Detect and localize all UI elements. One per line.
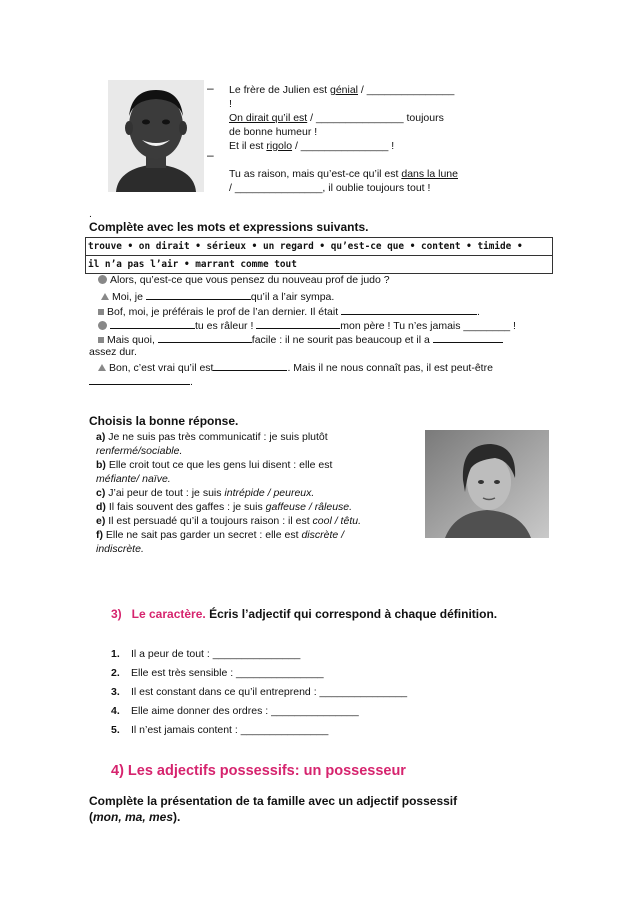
vocab-row: trouve • on dirait • sérieux • un regard • qu’est-ce que • content • timide • [88, 241, 523, 252]
answer-blank[interactable] [158, 332, 252, 343]
dialogue-line: On dirait qu’il est / _______________ toujours [229, 112, 444, 124]
choice-options[interactable]: indiscrète. [96, 543, 144, 555]
dialogue-line: ! [229, 98, 232, 110]
answer-blank[interactable] [341, 304, 477, 315]
square-bullet-icon [98, 337, 104, 343]
section4-instruction: Complète la présentation de ta famille avec un adjectif possessif [89, 794, 458, 808]
triangle-bullet-icon [101, 293, 109, 300]
choice-item: a) Je ne suis pas très communicatif : je suis plutôt [96, 431, 328, 443]
choice-options[interactable]: gaffeuse / râleuse. [265, 501, 353, 513]
answer-blank[interactable] [256, 318, 340, 329]
dialogue-dash: – [207, 148, 214, 162]
choice-item: c) J’ai peur de tout : je suis intrépide / peureux. [96, 487, 315, 499]
choice-options[interactable]: cool / têtu. [312, 515, 361, 527]
stray-dot: . [89, 208, 92, 220]
dialogue-item: Bof, moi, je préférais le prof de l’an dernier. Il était . [98, 304, 480, 319]
definition-item: 1. Il a peur de tout : _______________ [111, 648, 301, 660]
definition-item: 5. Il n’est jamais content : _______________ [111, 724, 329, 736]
teen-photo [425, 430, 549, 538]
answer-blank[interactable] [213, 360, 287, 371]
answer-blank[interactable] [89, 374, 190, 385]
dialogue-line: Le frère de Julien est génial / _______________ [229, 84, 455, 96]
definition-item: 2. Elle est très sensible : _______________ [111, 667, 324, 679]
dialogue-dash: – [207, 81, 214, 95]
choice-item: b) Elle croit tout ce que les gens lui disent : elle est [96, 459, 333, 471]
dialogue-item: Moi, je qu’il a l’air sympa. [101, 289, 334, 304]
dialogue-item: assez dur. [89, 346, 137, 358]
dialogue-line: de bonne humeur ! [229, 126, 318, 138]
definition-item: 4. Elle aime donner des ordres : _______________ [111, 705, 359, 717]
choice-options[interactable]: renfermé/sociable. [96, 445, 183, 457]
answer-blank[interactable] [146, 289, 251, 300]
vocab-row: il n’a pas l’air • marrant comme tout [86, 255, 552, 273]
circle-bullet-icon [98, 275, 107, 284]
section4-instruction: (mon, ma, mes). [89, 810, 181, 824]
dialogue-item: tu es râleur ! mon père ! Tu n’es jamais ________ ! [98, 318, 516, 333]
boy-photo [108, 80, 204, 192]
square-bullet-icon [98, 309, 104, 315]
choice-options[interactable]: discrète / [301, 529, 345, 541]
choice-item: e) Il est persuadé qu’il a toujours raison : il est cool / têtu. [96, 515, 361, 527]
dialogue-line: Tu as raison, mais qu’est-ce qu’il est dans la lune [229, 168, 458, 180]
definition-item: 3. Il est constant dans ce qu’il entreprend : _______________ [111, 686, 408, 698]
choice-options[interactable]: intrépide / peureux. [224, 487, 315, 499]
dialogue-line: Et il est rigolo / _______________ ! [229, 140, 395, 152]
section4-heading: 4) Les adjectifs possessifs: un possesseur [111, 763, 406, 779]
dialogue-item: . [89, 374, 193, 389]
choice-options[interactable]: méfiante/ naïve. [96, 473, 171, 485]
section3-heading: 3) Le caractère. Écris l’adjectif qui correspond à chaque définition. [111, 607, 498, 621]
vocab-box [85, 237, 553, 274]
section2-heading: Choisis la bonne réponse. [89, 414, 239, 428]
answer-blank[interactable] [110, 318, 195, 329]
dialogue-line: / _______________, il oublie toujours tout ! [229, 182, 431, 194]
dialogue-item: Mais quoi, facile : il ne sourit pas beaucoup et il a [98, 332, 503, 347]
dialogue-item: Alors, qu’est-ce que vous pensez du nouveau prof de judo ? [98, 274, 390, 287]
answer-blank[interactable] [433, 332, 503, 343]
triangle-bullet-icon [98, 364, 106, 371]
choice-item: d) Il fais souvent des gaffes : je suis gaffeuse / râleuse. [96, 501, 353, 513]
choice-item: f) Elle ne sait pas garder un secret : elle est discrète / [96, 529, 345, 541]
section1-heading: Complète avec les mots et expressions suivants. [89, 220, 369, 234]
dialogue-item: Bon, c’est vrai qu’il est . Mais il ne nous connaît pas, il est peut-être [98, 360, 493, 375]
circle-bullet-icon [98, 321, 107, 330]
